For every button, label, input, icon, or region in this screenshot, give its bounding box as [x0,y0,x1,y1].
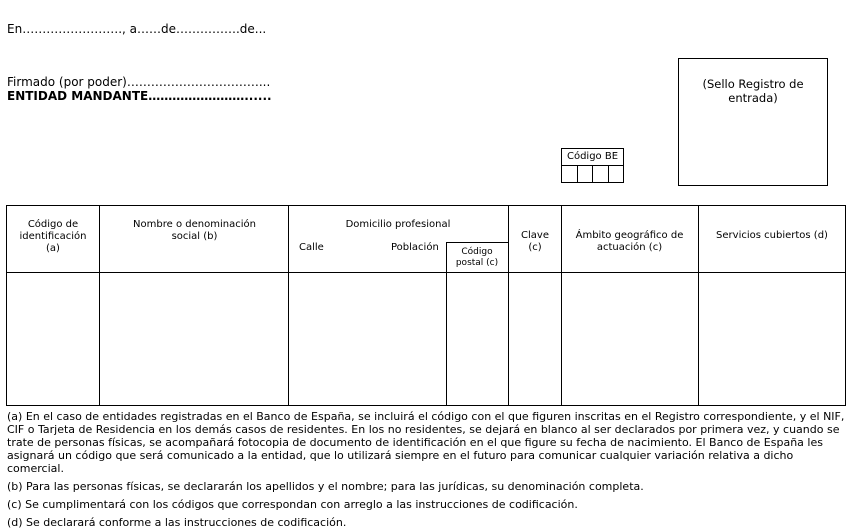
stamp-label: (Sello Registro de entrada) [702,77,804,105]
footnote-a: (a) En el caso de entidades registradas en el Banco de España, se incluirá el código con el que figuren inscritas en el Registro correspondiente, y el NIF, CIF o Tarjeta de Residencia en los demás casos de residentes. En los no residentes, se dejará en blanco al ser declarados por primera vez, y cuando se trate de personas físicas, se acompañará fotocopia de documento de identificación en el que figure su fecha de nacimiento. El Banco de España les asignará un código que será comunicado a la entidad, que lo utilizará siempre en el futuro para comunicar cualquier variación relativa a dicho comercial. [7,410,845,475]
header-key: Clave (c) [521,230,549,253]
code-be-label: Código BE [566,151,619,162]
entity-line: ENTIDAD MANDANTE……………………...... [7,89,272,103]
registry-stamp-box [678,58,828,186]
postal-col-divider [446,242,447,405]
code-be-box [561,148,624,183]
footnote-c: (c) Se cumplimentará con los códigos que correspondan con arreglo a las instrucciones de codificación. [7,498,578,511]
col-divider [288,206,289,405]
postal-box-top [446,242,508,243]
agents-table [6,205,846,406]
code-be-cells [562,165,623,182]
code-be-cell[interactable] [609,166,624,182]
signed-line: Firmado (por poder)……………………………... [7,75,271,89]
footnote-d: (d) Se declarará conforme a las instrucciones de codificación. [7,516,347,529]
footnote-b: (b) Para las personas físicas, se declararán los apellidos y el nombre; para las jurídicas, su denominación completa. [7,480,644,493]
header-town: Población [391,242,439,253]
place-date-line: En……………………., a……de…………….de... [7,22,267,36]
col-divider [99,206,100,405]
code-be-cell[interactable] [578,166,594,182]
header-services: Servicios cubiertos (d) [716,230,828,241]
code-be-cell[interactable] [562,166,578,182]
footnotes [7,410,845,529]
header-domicile: Domicilio profesional [345,219,451,230]
header-code: Código de identificación (a) [19,219,87,254]
col-divider [508,206,509,405]
col-divider [698,206,699,405]
header-scope: Ámbito geográfico de actuación (c) [575,230,684,253]
col-divider [561,206,562,405]
header-divider [7,272,845,273]
code-be-cell[interactable] [593,166,609,182]
header-street: Calle [299,242,324,253]
header-name: Nombre o denominación social (b) [133,219,256,242]
header-postal: Código postal (c) [455,247,499,268]
